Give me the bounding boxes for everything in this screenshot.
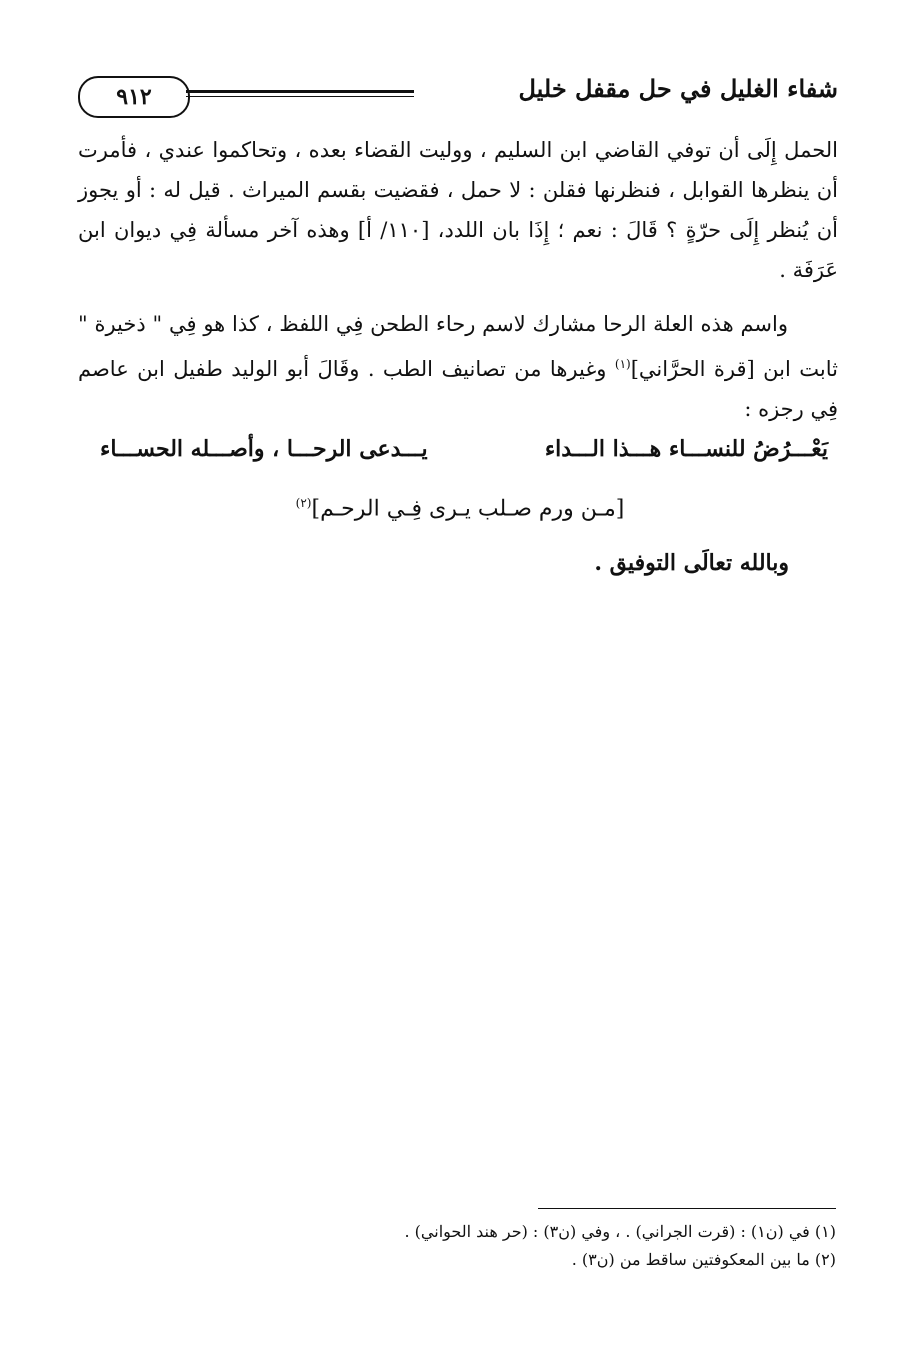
page-number: ٩١٢ — [78, 76, 190, 118]
body-text — [78, 130, 838, 443]
closing-phrase: وبالله تعالَى التوفيق . — [594, 550, 789, 576]
verse-hemistich-1: يَعْـــرُضُ للنســـاء هـــذا الـــداء — [544, 436, 828, 462]
paragraph-1: الحمل إِلَى أن توفي القاضي ابن السليم ، ووليت القضاء بعده ، وتحاكموا عندي ، فأمرت أن ينظرها القوابل ، فنظرنها فقلن : لا حمل ، فقضيت بقسم الميراث . قيل له : أو يجوز أن يُنظر إِلَى حرّةٍ ؟ قَالَ : نعم ؛ إِذَا بان اللدد، [١١٠/ أ] وهذه آخر مسألة فِي ديوان ابن عَرَفَة . — [78, 138, 838, 282]
paragraph-2 — [78, 304, 838, 429]
verse-line-2 — [250, 496, 670, 521]
verse-hemistich-2: يـــدعى الرحـــا ، وأصـــله الحســـاء — [100, 436, 428, 462]
footnote-ref-2: (٢) — [295, 496, 312, 510]
footnote-2: (٢) ما بين المعكوفتين ساقط من (ن٣) . — [571, 1250, 836, 1269]
book-title: شفاء الغليل في حل مقفل خليل — [518, 74, 838, 103]
footnote-separator — [538, 1208, 836, 1209]
paragraph-2-text-cont: وغيرها من تصانيف الطب . وقَالَ أبو الوليد طفيل ابن عاصم فِي رجزه : — [78, 357, 838, 421]
header-rule — [186, 90, 414, 97]
verse-line-2-text: [مـن ورم صـلب يـرى فِـي الرحـم] — [311, 496, 625, 522]
footnote-ref-1: (١) — [614, 357, 631, 371]
verse-line-1 — [100, 436, 828, 476]
paragraph-2-text: واسم هذه العلة الرحا مشارك لاسم رحاء الطحن فِي اللفظ ، كذا هو فِي " ذخيرة " ثابت ابن [قرة الحرَّاني] — [78, 312, 838, 381]
page-header — [78, 70, 838, 120]
footnotes — [404, 1218, 836, 1274]
footnote-1: (١) في (ن١) : (قرت الجراني) . ، وفي (ن٣) : (حر هند الحواني) . — [404, 1222, 836, 1241]
